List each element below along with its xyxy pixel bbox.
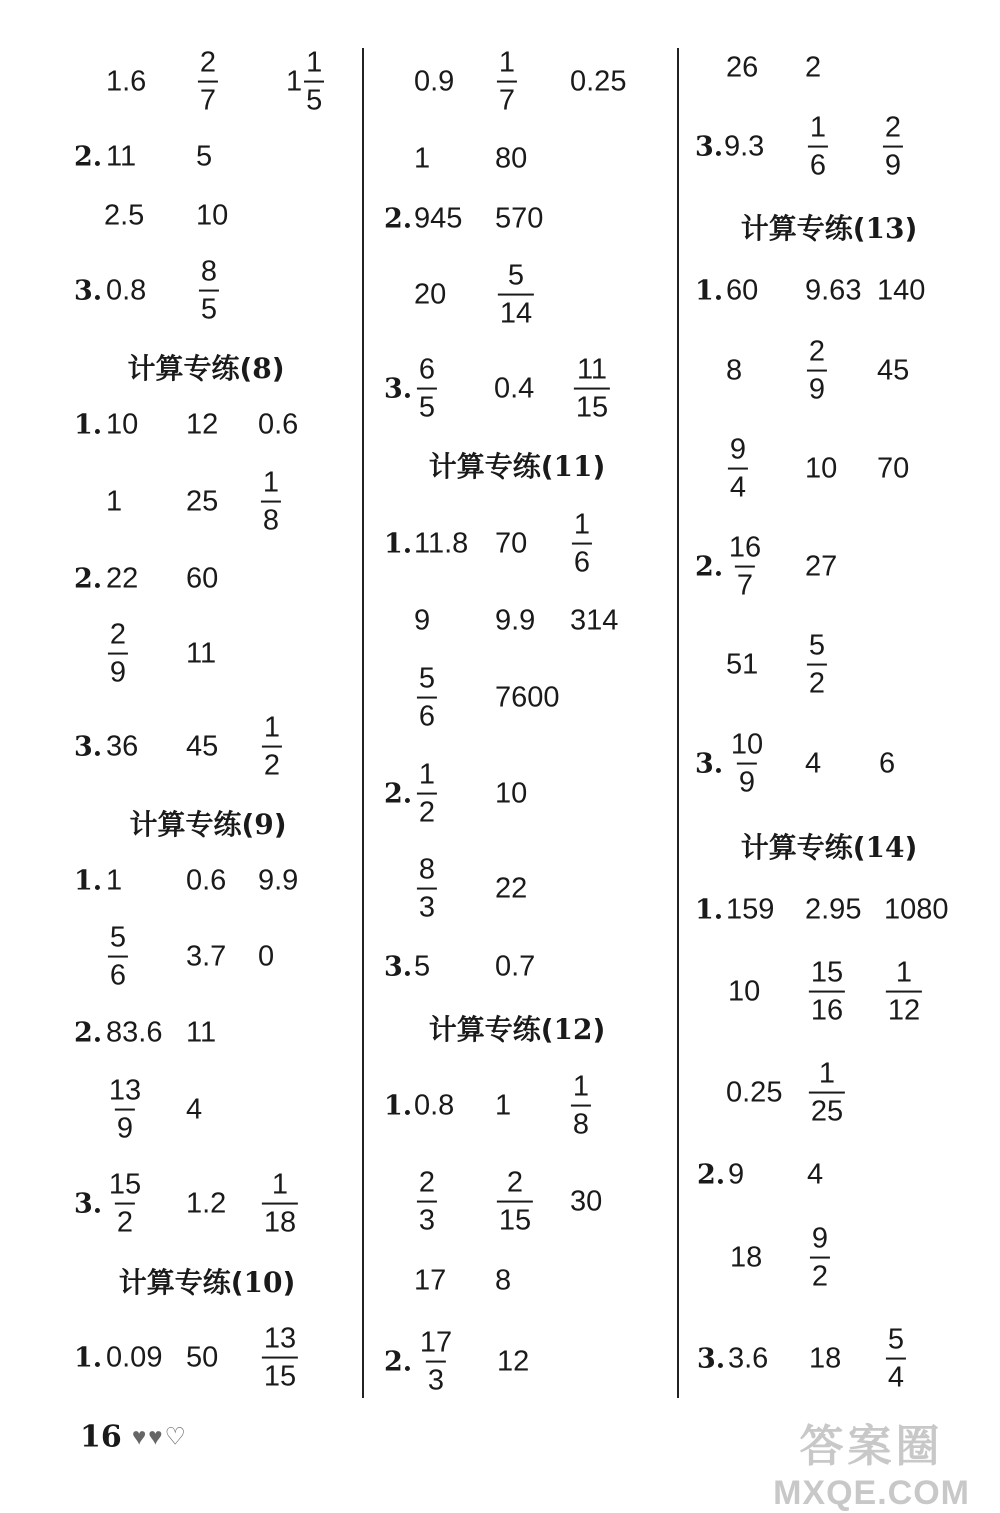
numerator: 1 xyxy=(572,1070,590,1103)
answer-value: 1 xyxy=(106,485,123,518)
section-heading xyxy=(129,803,286,843)
answer-value: 70 xyxy=(495,527,528,560)
answer-value: 3.6 xyxy=(728,1342,769,1375)
fraction xyxy=(883,113,903,182)
numerator: 1 xyxy=(263,711,281,744)
numerator: 1 xyxy=(809,111,827,144)
denominator: 7 xyxy=(735,566,755,601)
fraction xyxy=(261,468,281,537)
answer-value: 9 xyxy=(728,1158,745,1191)
answer-value: 140 xyxy=(877,274,926,307)
denominator: 9 xyxy=(883,146,903,181)
answer-value: 10 xyxy=(728,975,761,1008)
numerator: 1 xyxy=(306,46,323,79)
fraction xyxy=(417,1168,437,1237)
denominator: 3 xyxy=(417,1201,437,1236)
section-heading xyxy=(119,1261,296,1301)
section-title: 计算专练( xyxy=(127,352,253,385)
answer-value: 9 xyxy=(414,604,431,637)
question-number: 1. xyxy=(74,409,103,441)
fraction xyxy=(886,958,922,1027)
answer-value: 50 xyxy=(186,1341,219,1374)
question-number: 2. xyxy=(74,563,103,595)
answer-value: 70 xyxy=(877,452,910,485)
question-number: 2. xyxy=(695,551,724,583)
answer-value: 27 xyxy=(805,550,838,583)
section-close: ) xyxy=(904,212,918,245)
answer-value: 4 xyxy=(807,1158,824,1191)
section-heading xyxy=(429,445,606,485)
numerator: 10 xyxy=(730,728,764,761)
answer-value: 60 xyxy=(726,274,759,307)
denominator: 2 xyxy=(810,1257,830,1292)
denominator: 25 xyxy=(809,1092,845,1127)
question-number: 3. xyxy=(695,748,724,780)
question-number: 2. xyxy=(74,141,103,173)
question-number: 3. xyxy=(697,1343,726,1375)
fraction xyxy=(107,1076,143,1145)
answer-value: 1 xyxy=(414,142,431,175)
answer-value: 2.95 xyxy=(805,893,862,926)
answer-value: 26 xyxy=(726,51,759,84)
fraction xyxy=(417,855,437,924)
answer-value: 9.3 xyxy=(724,130,765,163)
section-number: 10 xyxy=(243,1266,283,1299)
question-number: 2. xyxy=(697,1159,726,1191)
answer-value: 30 xyxy=(570,1185,603,1218)
answer-value: 22 xyxy=(106,562,139,595)
answer-value: 2.5 xyxy=(104,199,145,232)
answer-value: 12 xyxy=(497,1345,530,1378)
denominator: 7 xyxy=(497,81,517,116)
fraction xyxy=(810,1224,830,1293)
question-number: 3. xyxy=(695,131,724,163)
denominator: 6 xyxy=(108,956,128,991)
numerator: 1 xyxy=(271,1168,289,1201)
answer-value: 0.6 xyxy=(186,864,227,897)
denominator: 7 xyxy=(198,81,218,116)
answer-value: 3.7 xyxy=(186,940,227,973)
fraction xyxy=(809,1059,845,1128)
numerator: 11 xyxy=(576,353,608,386)
numerator: 16 xyxy=(728,531,762,564)
answer-value: 314 xyxy=(570,604,619,637)
numerator: 13 xyxy=(108,1074,142,1107)
section-close: ) xyxy=(273,808,287,841)
answer-value: 0.09 xyxy=(106,1341,163,1374)
section-title: 计算专练( xyxy=(118,1266,244,1299)
numerator: 8 xyxy=(418,853,436,886)
denominator: 2 xyxy=(262,746,282,781)
answer-value: 0.6 xyxy=(258,408,299,441)
column-divider-1 xyxy=(362,48,364,1398)
answer-value: 8 xyxy=(726,354,743,387)
numerator: 5 xyxy=(109,921,127,954)
fraction xyxy=(727,533,763,602)
fraction xyxy=(571,1072,591,1141)
fraction xyxy=(417,355,437,424)
question-number: 2. xyxy=(74,1017,103,1049)
answer-value: 17 xyxy=(414,1264,447,1297)
fraction xyxy=(262,1324,298,1393)
answer-value: 9.63 xyxy=(805,274,862,307)
numerator: 1 xyxy=(895,956,913,989)
section-title: 计算专练( xyxy=(428,450,554,483)
answer-value: 45 xyxy=(186,730,219,763)
numerator: 5 xyxy=(887,1323,905,1356)
answer-value: 10 xyxy=(106,408,139,441)
answer-value: 60 xyxy=(186,562,219,595)
fraction xyxy=(809,958,845,1027)
answer-value: 36 xyxy=(106,730,139,763)
numerator: 2 xyxy=(199,46,217,79)
fraction xyxy=(108,620,128,689)
fraction xyxy=(729,730,765,799)
section-title: 计算专练( xyxy=(129,808,255,841)
denominator: 14 xyxy=(498,294,534,329)
numerator: 1 xyxy=(818,1057,836,1090)
answer-value: 159 xyxy=(726,893,775,926)
numerator: 5 xyxy=(507,259,525,292)
numerator: 1 xyxy=(262,466,280,499)
question-number: 3. xyxy=(74,1188,103,1220)
answer-value: 0.4 xyxy=(494,372,535,405)
fraction xyxy=(572,510,592,579)
fraction xyxy=(304,48,324,117)
fraction xyxy=(199,257,219,326)
answer-value: 5 xyxy=(414,950,431,983)
watermark-line-2: MXQE.COM xyxy=(773,1474,970,1512)
answer-value: 18 xyxy=(730,1241,763,1274)
numerator: 2 xyxy=(418,1166,436,1199)
fraction xyxy=(418,1328,454,1397)
answer-value: 945 xyxy=(414,202,463,235)
denominator: 9 xyxy=(115,1109,135,1144)
denominator: 3 xyxy=(417,888,437,923)
section-number: 14 xyxy=(865,831,905,864)
fraction xyxy=(807,631,827,700)
section-number: 13 xyxy=(865,212,905,245)
section-number: 8 xyxy=(252,352,272,385)
answer-value: 10 xyxy=(805,452,838,485)
answer-value: 1.6 xyxy=(106,65,147,98)
denominator: 2 xyxy=(115,1203,135,1238)
question-number: 3. xyxy=(384,373,413,405)
numerator: 8 xyxy=(200,255,218,288)
numerator: 5 xyxy=(808,629,826,662)
numerator: 5 xyxy=(418,662,436,695)
denominator: 8 xyxy=(571,1105,591,1140)
section-number: 9 xyxy=(254,808,274,841)
numerator: 1 xyxy=(573,508,591,541)
answer-value: 45 xyxy=(877,354,910,387)
answer-value: 0.25 xyxy=(570,65,627,98)
section-title: 计算专练( xyxy=(740,831,866,864)
section-heading xyxy=(429,1008,606,1048)
fraction xyxy=(108,923,128,992)
section-heading xyxy=(127,347,284,387)
watermark-line-1: 答案圈 xyxy=(799,1422,944,1471)
answer-value: 1 xyxy=(106,864,123,897)
section-heading xyxy=(741,207,918,247)
fraction xyxy=(498,261,534,330)
fraction xyxy=(808,113,828,182)
question-number: 3. xyxy=(74,731,103,763)
section-close: ) xyxy=(592,450,606,483)
question-number: 3. xyxy=(74,275,103,307)
question-number: 2. xyxy=(384,1346,413,1378)
answer-value: 4 xyxy=(805,747,822,780)
question-number: 1. xyxy=(384,1090,413,1122)
section-number: 12 xyxy=(553,1013,593,1046)
denominator: 2 xyxy=(417,793,437,828)
denominator: 3 xyxy=(426,1361,446,1396)
answer-value: 9.9 xyxy=(495,604,536,637)
page-number: 16 xyxy=(80,1419,122,1455)
numerator: 1 xyxy=(498,46,516,79)
fraction xyxy=(807,337,827,406)
numerator: 6 xyxy=(418,353,436,386)
question-number: 1. xyxy=(695,894,724,926)
answer-value: 6 xyxy=(879,747,896,780)
answer-value: 20 xyxy=(414,278,447,311)
answer-value: 0.8 xyxy=(106,274,147,307)
answer-value: 0.25 xyxy=(726,1076,783,1109)
answer-value: 1.2 xyxy=(186,1187,227,1220)
numerator: 2 xyxy=(884,111,902,144)
answer-value: 0.7 xyxy=(495,950,536,983)
denominator: 4 xyxy=(728,468,748,503)
denominator: 8 xyxy=(261,501,281,536)
section-close: ) xyxy=(592,1013,606,1046)
answer-value: 12 xyxy=(186,408,219,441)
section-number: 11 xyxy=(553,450,593,483)
denominator: 9 xyxy=(108,653,128,688)
numerator: 9 xyxy=(811,1222,829,1255)
section-title: 计算专练( xyxy=(428,1013,554,1046)
fraction xyxy=(497,1168,533,1237)
question-number: 3. xyxy=(384,951,413,983)
denominator: 18 xyxy=(262,1203,298,1238)
answer-value: 9.9 xyxy=(258,864,299,897)
answer-value: 2 xyxy=(805,51,822,84)
answer-value: 80 xyxy=(495,142,528,175)
answer-value: 25 xyxy=(186,485,219,518)
answer-value: 570 xyxy=(495,202,544,235)
answer-value: 11 xyxy=(106,140,137,173)
whole-part: 1 xyxy=(286,65,303,98)
fraction xyxy=(417,760,437,829)
heart-decoration-icon: ♥♥♡ xyxy=(132,1423,189,1451)
fraction xyxy=(262,1170,298,1239)
answer-value: 0.9 xyxy=(414,65,455,98)
answer-value: 5 xyxy=(196,140,213,173)
answer-value: 10 xyxy=(196,199,229,232)
numerator: 15 xyxy=(810,956,844,989)
numerator: 1 xyxy=(418,758,436,791)
mixed-number xyxy=(286,48,324,117)
fraction xyxy=(574,355,610,424)
watermark-logo xyxy=(773,1410,970,1513)
section-close: ) xyxy=(271,352,285,385)
answer-value: 1 xyxy=(495,1089,512,1122)
question-number: 2. xyxy=(384,203,413,235)
answer-value: 1080 xyxy=(884,893,949,926)
denominator: 12 xyxy=(886,991,922,1026)
denominator: 9 xyxy=(807,370,827,405)
denominator: 15 xyxy=(262,1357,298,1392)
denominator: 15 xyxy=(497,1201,533,1236)
answer-value: 8 xyxy=(495,1264,512,1297)
numerator: 15 xyxy=(108,1168,142,1201)
numerator: 17 xyxy=(419,1326,453,1359)
denominator: 15 xyxy=(574,388,610,423)
section-heading xyxy=(741,826,918,866)
fraction xyxy=(886,1325,906,1394)
question-number: 1. xyxy=(74,1342,103,1374)
denominator: 2 xyxy=(807,664,827,699)
fraction xyxy=(728,435,748,504)
section-title: 计算专练( xyxy=(740,212,866,245)
fraction xyxy=(417,664,437,733)
question-number: 1. xyxy=(74,865,103,897)
answer-value: 11 xyxy=(186,637,217,670)
denominator: 5 xyxy=(417,388,437,423)
answer-value: 83.6 xyxy=(106,1016,163,1049)
answer-value: 11 xyxy=(186,1016,217,1049)
column-divider-2 xyxy=(677,48,679,1398)
answer-value: 0.8 xyxy=(414,1089,455,1122)
numerator: 2 xyxy=(109,618,127,651)
numerator: 13 xyxy=(263,1322,297,1355)
fraction xyxy=(262,713,282,782)
question-number: 1. xyxy=(695,275,724,307)
numerator: 2 xyxy=(506,1166,524,1199)
denominator: 6 xyxy=(417,697,437,732)
answer-value: 7600 xyxy=(495,681,560,714)
denominator: 6 xyxy=(572,543,592,578)
answer-value: 51 xyxy=(726,648,759,681)
denominator: 4 xyxy=(886,1358,906,1393)
answer-value: 18 xyxy=(809,1342,842,1375)
section-close: ) xyxy=(904,831,918,864)
denominator: 5 xyxy=(199,290,219,325)
answer-value: 0 xyxy=(258,940,275,973)
question-number: 2. xyxy=(384,778,413,810)
answer-value: 22 xyxy=(495,872,528,905)
fraction xyxy=(497,48,517,117)
question-number: 1. xyxy=(384,528,413,560)
section-close: ) xyxy=(282,1266,296,1299)
answer-value: 10 xyxy=(495,777,528,810)
fraction xyxy=(198,48,218,117)
answer-value: 4 xyxy=(186,1093,203,1126)
fraction xyxy=(107,1170,143,1239)
numerator: 9 xyxy=(729,433,747,466)
numerator: 2 xyxy=(808,335,826,368)
answer-value: 11.8 xyxy=(414,527,469,560)
denominator: 5 xyxy=(304,81,324,116)
denominator: 9 xyxy=(737,763,757,798)
denominator: 16 xyxy=(809,991,845,1026)
denominator: 6 xyxy=(808,146,828,181)
